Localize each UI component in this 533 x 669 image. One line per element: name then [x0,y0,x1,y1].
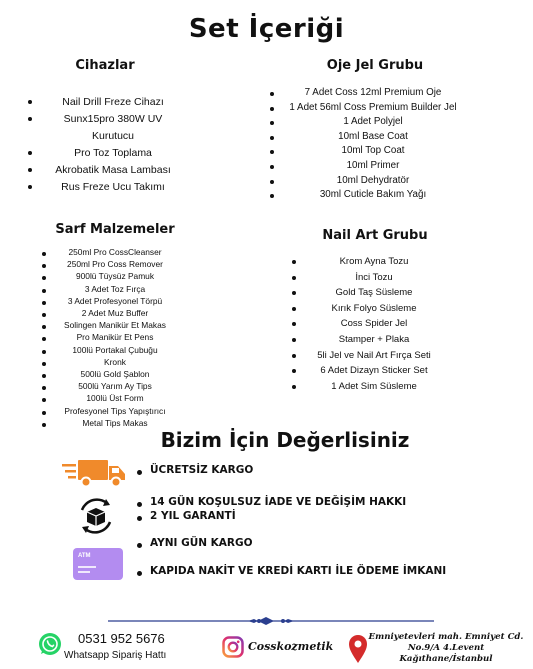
address-line-2: No.9/A 4.Levent [407,643,485,653]
page-title: Set İçeriği [188,14,345,44]
delivery-truck-icon [62,458,128,488]
list-item: Pro Toz Toplama [42,145,184,162]
list-item: Rus Freze Ucu Takımı [42,179,184,196]
oje-list [284,86,462,203]
list-item: 6 Adet Dizayn Sticker Set [306,363,442,379]
list-item: 500lü Yarım Ay Tips [56,380,174,392]
list-item: 5li Jel ve Nail Art Fırça Seti [306,348,442,364]
list-item: Kurutucu [91,130,135,142]
feature-same-day: AYNI GÜN KARGO [150,537,253,549]
section-title-nailart: Nail Art Grubu [322,228,428,243]
list-item: 10ml Top Coat [284,144,462,159]
address-line-3: Kağıthane/İstanbul [399,654,493,664]
list-item: Krom Ayna Tozu [306,254,442,270]
list-item: Profesyonel Tips Yapıştırıcı [56,405,174,417]
feature-bullet [137,502,142,507]
feature-free-shipping: ÜCRETSİZ KARGO [150,464,254,476]
list-item: 7 Adet Coss 12ml Premium Oje [284,86,462,101]
list-item: 3 Adet Profesyonel Törpü [56,295,174,307]
instagram-icon [222,636,244,658]
section-title-sarf: Sarf Malzemeler [55,222,175,237]
nailart-list [306,254,442,394]
feature-bullet [137,571,142,576]
whatsapp-label: Whatsapp Sipariş Hattı [64,650,167,661]
list-item: Sunx15pro 380W UV [42,111,184,128]
list-item: İnci Tozu [306,270,442,286]
feature-payment: KAPIDA NAKİT VE KREDİ KARTI İLE ÖDEME İMKANI [150,565,447,577]
list-item: 1 Adet Polyjel [284,115,462,130]
section-title-cihazlar: Cihazlar [75,58,135,73]
instagram-handle[interactable]: Cosskozmetik [248,640,334,653]
address-line-1: Emniyetevleri mah. Emniyet Cd. [368,632,524,642]
footer-divider [108,613,434,623]
list-item: Kronk [56,356,174,368]
feature-bullet [137,516,142,521]
list-item: 250ml Pro CossCleanser [56,246,174,258]
list-item: Akrobatik Masa Lambası [42,162,184,179]
return-box-icon [76,496,116,536]
list-item: 10ml Primer [284,159,462,174]
values-title: Bizim İçin Değerlisiniz [160,428,410,452]
list-item: 2 Adet Muz Buffer [56,307,174,319]
list-item: 10ml Base Coat [284,130,462,145]
list-item: Metal Tips Makas [56,417,174,429]
list-item: 900lü Tüysüz Pamuk [56,270,174,282]
list-item: Solingen Manikür Et Makas [56,319,174,331]
feature-bullet [137,470,142,475]
card-text: ATM [78,553,91,559]
list-item: Coss Spider Jel [306,316,442,332]
whatsapp-icon [38,632,62,656]
list-item: Gold Taş Süsleme [306,285,442,301]
feature-warranty: 2 YIL GARANTİ [150,510,236,522]
list-item: 1 Adet 56ml Coss Premium Builder Jel [284,101,462,116]
feature-return: 14 GÜN KOŞULSUZ İADE VE DEĞİŞİM HAKKI [150,496,407,508]
phone-number[interactable]: 0531 952 5676 [78,631,165,646]
list-item: 1 Adet Sim Süsleme [306,379,442,395]
list-item: Stamper + Plaka [306,332,442,348]
list-item: Pro Manikür Et Pens [56,331,174,343]
list-item: 100lü Portakal Çubuğu [56,344,174,356]
section-title-oje: Oje Jel Grubu [326,58,424,73]
credit-card-icon [72,546,124,582]
list-item: Kırık Folyo Süsleme [306,301,442,317]
list-item: 250ml Pro Coss Remover [56,258,174,270]
list-item: 10ml Dehydratör [284,174,462,189]
address [362,632,530,665]
feature-bullet [137,543,142,548]
list-item: 30ml Cuticle Bakım Yağı [284,188,462,203]
cihazlar-list [42,94,184,196]
list-item: 500lü Gold Şablon [56,368,174,380]
list-item: 3 Adet Toz Fırça [56,283,174,295]
sarf-list [56,246,174,429]
list-item: 100lü Üst Form [56,392,174,404]
list-item: Nail Drill Freze Cihazı [42,94,184,111]
